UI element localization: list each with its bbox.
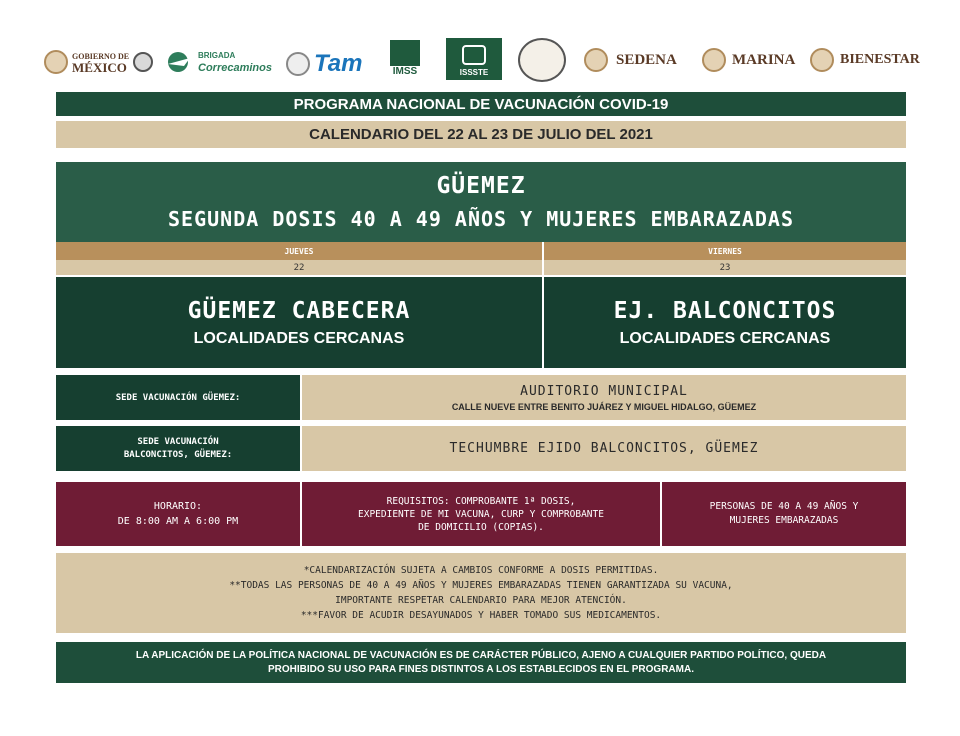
requisitos-line2: EXPEDIENTE DE MI VACUNA, CURP Y COMPROBANTE: [358, 508, 604, 520]
note-line3: IMPORTANTE RESPETAR CALENDARIO PARA MEJOR ATENCIÓN.: [335, 595, 627, 606]
requisitos-box: [302, 482, 660, 546]
sede-label-2: [56, 426, 300, 471]
personas-box: [662, 482, 906, 546]
tam-wordmark: Tam: [314, 50, 363, 77]
gobierno-line1: GOBIERNO DE: [72, 52, 130, 61]
legal-footer: [56, 642, 906, 683]
emblem-icon: [133, 52, 153, 72]
sede-label-2-line2: BALCONCITOS, GÜEMEZ:: [123, 449, 233, 460]
bienestar-logo: [810, 48, 920, 72]
brigada-line2: Correcaminos: [198, 62, 272, 74]
personas-line2: MUJERES EMBARAZADAS: [729, 515, 839, 526]
bienestar-label: BIENESTAR: [840, 52, 920, 67]
note-line2: **TODAS LAS PERSONAS DE 40 A 49 AÑOS Y MUJERES EMBARAZADAS TIENEN GARANTIZADA SU VACUNA,: [229, 580, 733, 591]
footer-line2: PROHIBIDO SU USO PARA FINES DISTINTOS A LOS ESTABLECIDOS EN EL PROGRAMA.: [268, 663, 694, 675]
program-title: PROGRAMA NACIONAL DE VACUNACIÓN COVID-19: [56, 92, 906, 116]
sede-address-1: CALLE NUEVE ENTRE BENITO JUÁREZ Y MIGUEL HIDALGO, GÜEMEZ: [451, 401, 757, 412]
place-detail-2: LOCALIDADES CERCANAS: [619, 329, 831, 347]
imss-logo: [388, 40, 422, 77]
horario-box: [56, 482, 300, 546]
defense-seal-logo: [518, 38, 566, 82]
day-weekday-1: JUEVES: [56, 242, 542, 260]
sede-label-1: SEDE VACUNACIÓN GÜEMEZ:: [56, 375, 300, 420]
place-detail-1: LOCALIDADES CERCANAS: [193, 329, 405, 347]
eagle-seal-icon: [518, 38, 566, 82]
notes-box: [56, 553, 906, 633]
place-name-2: EJ. BALCONCITOS: [613, 297, 837, 324]
sedena-label: SEDENA: [616, 51, 677, 68]
mexico-seal-icon: [44, 50, 68, 74]
tamaulipas-seal-icon: [286, 52, 310, 76]
calendar-title: CALENDARIO DEL 22 AL 23 DE JULIO DEL 2021: [56, 121, 906, 148]
footer-line1: LA APLICACIÓN DE LA POLÍTICA NACIONAL DE VACUNACIÓN ES DE CARÁCTER PÚBLICO, AJENO A CUALQUIER PARTIDO POLÍTICO, QUEDA: [135, 649, 827, 661]
bienestar-seal-icon: [810, 48, 834, 72]
tamaulipas-logo: [286, 50, 362, 78]
logo-bar: [44, 38, 924, 90]
brigada-correcaminos-logo: [164, 50, 272, 74]
municipality-title: GÜEMEZ: [436, 173, 526, 199]
issste-logo: [446, 38, 502, 80]
sede-value-1: [302, 375, 906, 420]
gobierno-mexico-logo: [44, 50, 153, 74]
day-weekday-2: VIERNES: [544, 242, 906, 260]
imss-icon: [390, 40, 420, 66]
place-name-1: GÜEMEZ CABECERA: [187, 297, 411, 324]
marina-seal-icon: [702, 48, 726, 72]
brigada-line1: BRIGADA: [198, 51, 236, 60]
note-line4: ***FAVOR DE ACUDIR DESAYUNADOS Y HABER TOMADO SUS MEDICAMENTOS.: [300, 610, 662, 621]
marina-logo: [702, 48, 795, 72]
sedena-logo: [584, 48, 677, 72]
dose-subtitle: SEGUNDA DOSIS 40 A 49 AÑOS Y MUJERES EMBARAZADAS: [168, 207, 794, 231]
gobierno-line2: MÉXICO: [72, 60, 127, 75]
horario-label: HORARIO:: [153, 501, 203, 512]
issste-label: ISSSTE: [459, 68, 489, 77]
main-title-block: [56, 162, 906, 242]
sede-label-2-line1: SEDE VACUNACIÓN: [137, 436, 219, 447]
day-place-1: [56, 277, 542, 368]
day-date-1: 22: [56, 260, 542, 275]
day-place-2: [544, 277, 906, 368]
issste-icon: [462, 45, 486, 65]
personas-line1: PERSONAS DE 40 A 49 AÑOS Y: [709, 501, 859, 512]
roadrunner-icon: [164, 50, 194, 74]
requisitos-line1: REQUISITOS: COMPROBANTE 1ª DOSIS,: [386, 495, 576, 507]
requisitos-line3: DE DOMICILIO (COPIAS).: [418, 521, 544, 533]
sedena-seal-icon: [584, 48, 608, 72]
sede-name-2: TECHUMBRE EJIDO BALCONCITOS, GÜEMEZ: [302, 426, 906, 471]
sede-name-1: AUDITORIO MUNICIPAL: [520, 383, 688, 399]
marina-label: MARINA: [732, 51, 796, 68]
imss-label: IMSS: [392, 66, 418, 77]
day-date-2: 23: [544, 260, 906, 275]
horario-value: DE 8:00 AM A 6:00 PM: [117, 516, 239, 527]
note-line1: *CALENDARIZACIÓN SUJETA A CAMBIOS CONFORME A DOSIS PERMITIDAS.: [303, 565, 659, 576]
